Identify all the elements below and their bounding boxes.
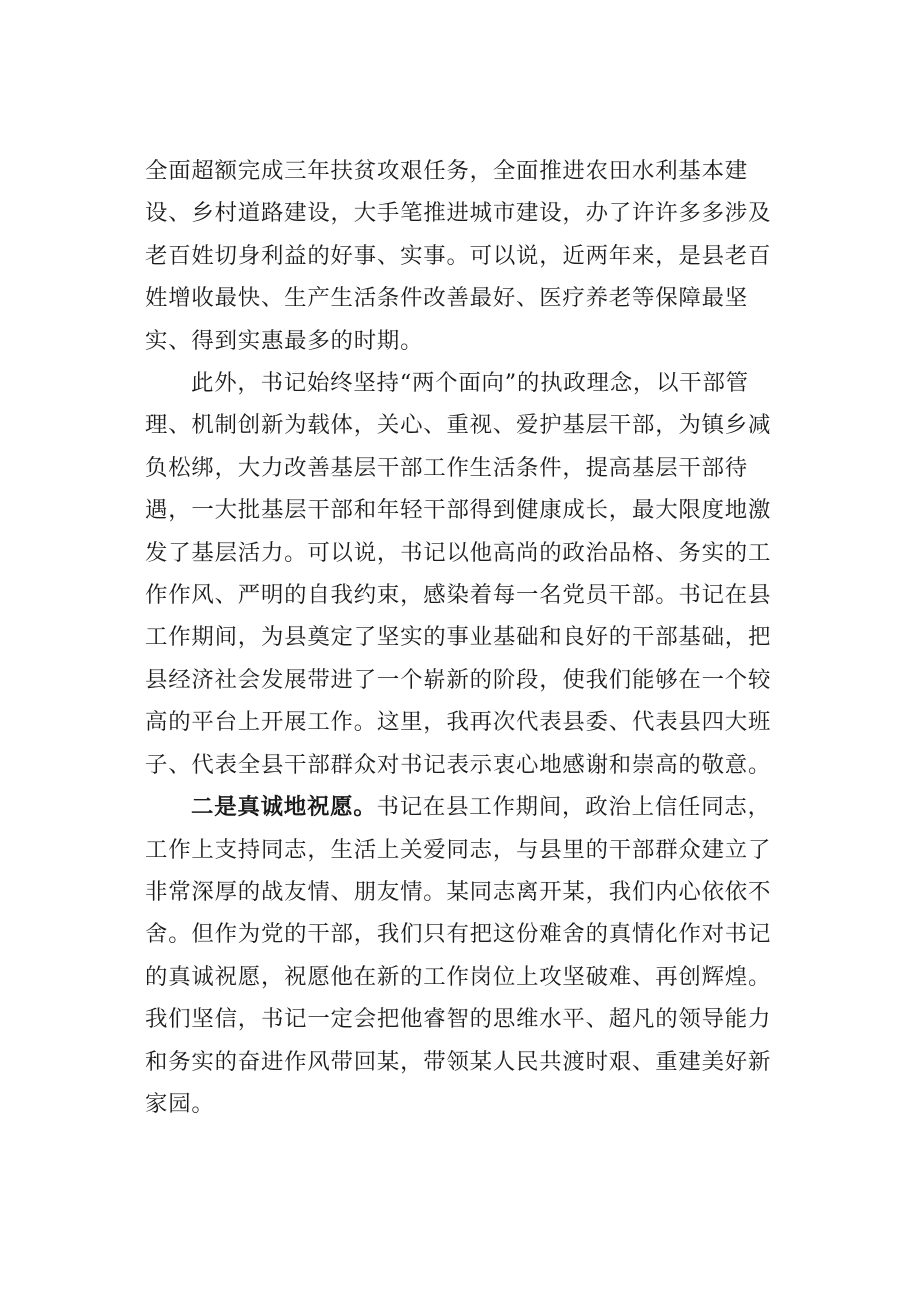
- paragraph-lead-heading: 二是真诚地祝愿。: [191, 794, 377, 821]
- paragraph-text: 书记在县工作期间，政治上信任同志，工作上支持同志，生活上关爱同志，与县里的干部群众建立了非常深厚的战友情、朋友情。某同志离开某，我们内心依依不舍。但作为党的干部，我们只有把这份难舍的真情化作对书记的真诚祝愿，祝愿他在新的工作岗位上攻坚破难、再创辉煌。我们坚信，书记一定会把他睿智的思维水平、超凡的领导能力和务实的奋进作风带回某，带领某人民共渡时艰、重建美好新家园。: [145, 794, 772, 1117]
- document-body: [145, 150, 785, 1125]
- paragraph-text: 此外，书记始终坚持“两个面向”的执政理念，以干部管理、机制创新为载体，关心、重视、爱护基层干部，为镇乡减负松绑，大力改善基层干部工作生活条件，提高基层干部待遇，一大批基层干部和年轻干部得到健康成长，最大限度地激发了基层活力。可以说，书记以他高尚的政治品格、务实的工作作风、严明的自我约束，感染着每一名党员干部。书记在县工作期间，为县奠定了坚实的事业基础和良好的干部基础，把县经济社会发展带进了一个崭新的阶段，使我们能够在一个较高的平台上开展工作。这里，我再次代表县委、代表县四大班子、代表全县干部群众对书记表示衷心地感谢和崇高的敬意。: [145, 370, 772, 778]
- paragraph-text: 全面超额完成三年扶贫攻艰任务，全面推进农田水利基本建设、乡村道路建设，大手笔推进城市建设，办了许许多多涉及老百姓切身利益的好事、实事。可以说，近两年来，是县老百姓增收最快、生产生活条件改善最好、医疗养老等保障最坚实、得到实惠最多的时期。: [145, 158, 772, 354]
- paragraph-cadre-care: [145, 362, 785, 786]
- paragraph-continuation: [145, 150, 785, 362]
- paragraph-sincere-wishes: [145, 786, 785, 1125]
